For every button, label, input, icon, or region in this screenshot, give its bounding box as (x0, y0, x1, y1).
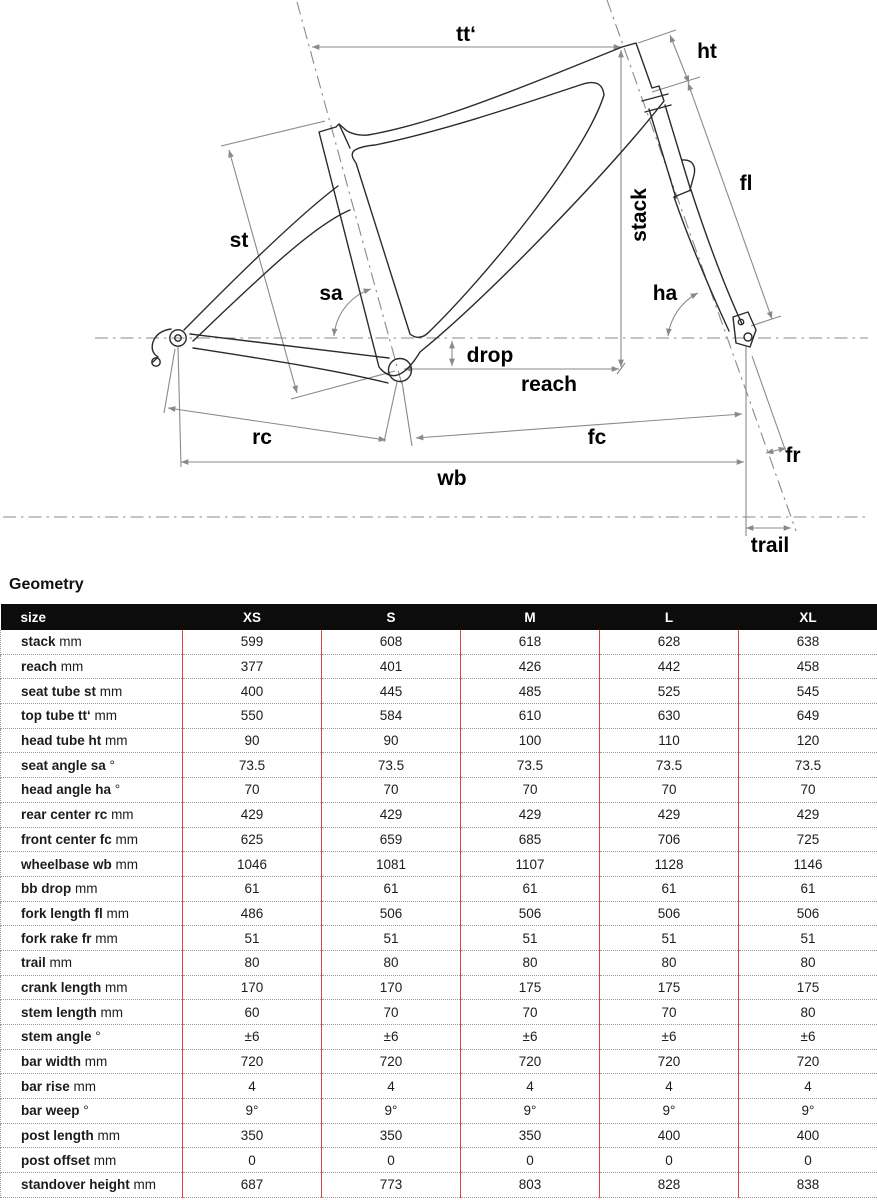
cell-s: 429 (322, 802, 461, 827)
row-label: standover height mm (1, 1173, 183, 1198)
cell-xl: 720 (739, 1049, 877, 1074)
row-label: top tube tt‘ mm (1, 704, 183, 729)
row-label: post offset mm (1, 1148, 183, 1173)
cell-l: 506 (600, 901, 739, 926)
cell-s: 9° (322, 1099, 461, 1124)
cell-xs: 1046 (183, 852, 322, 877)
cell-xs: 350 (183, 1123, 322, 1148)
table-row (1, 679, 877, 704)
cell-xl: 0 (739, 1148, 877, 1173)
cell-s: 4 (322, 1074, 461, 1099)
cell-xl: 9° (739, 1099, 877, 1124)
cell-l: 720 (600, 1049, 739, 1074)
front-triangle-inner-contour (352, 83, 604, 338)
table-row (1, 802, 877, 827)
cell-xs: 90 (183, 728, 322, 753)
cell-m: 9° (461, 1099, 600, 1124)
row-label: bar weep ° (1, 1099, 183, 1124)
cell-l: 51 (600, 926, 739, 951)
cell-s: 70 (322, 1000, 461, 1025)
fc-dimension (416, 414, 742, 438)
fork-brake-mount (682, 160, 695, 190)
cell-s: 80 (322, 950, 461, 975)
row-label: front center fc mm (1, 827, 183, 852)
cell-l: 70 (600, 778, 739, 803)
cell-m: 70 (461, 778, 600, 803)
cell-s: 73.5 (322, 753, 461, 778)
table-row (1, 1148, 877, 1173)
cell-l: 442 (600, 654, 739, 679)
fork-shoulder-line (674, 190, 691, 197)
cell-l: 80 (600, 950, 739, 975)
cell-xl: 73.5 (739, 753, 877, 778)
cell-xs: 0 (183, 1148, 322, 1173)
row-label: head angle ha ° (1, 778, 183, 803)
table-row (1, 876, 877, 901)
label-trail: trail (750, 534, 790, 557)
cell-m: 4 (461, 1074, 600, 1099)
cell-s: 445 (322, 679, 461, 704)
table-row (1, 1000, 877, 1025)
size-header-l: L (600, 604, 739, 630)
cell-s: 51 (322, 926, 461, 951)
table-row (1, 975, 877, 1000)
cell-m: 175 (461, 975, 600, 1000)
cell-xs: 73.5 (183, 753, 322, 778)
table-row (1, 704, 877, 729)
label-rc: rc (252, 426, 272, 449)
page-title: Geometry (9, 576, 84, 593)
cell-s: 90 (322, 728, 461, 753)
cell-xs: ±6 (183, 1025, 322, 1050)
cell-l: 706 (600, 827, 739, 852)
label-drop: drop (466, 344, 514, 367)
cell-m: 803 (461, 1173, 600, 1198)
geometry-table-body (1, 630, 877, 1197)
cell-xl: 61 (739, 876, 877, 901)
cell-xs: 429 (183, 802, 322, 827)
row-label: fork length fl mm (1, 901, 183, 926)
dimension-labels (230, 23, 801, 557)
row-label: head tube ht mm (1, 728, 183, 753)
size-header-xl: XL (739, 604, 877, 630)
cell-xl: 70 (739, 778, 877, 803)
row-label: post length mm (1, 1123, 183, 1148)
cell-m: 1107 (461, 852, 600, 877)
cell-m: 485 (461, 679, 600, 704)
label-fl: fl (739, 172, 753, 195)
label-fr: fr (785, 444, 801, 467)
cell-s: 0 (322, 1148, 461, 1173)
cell-l: 9° (600, 1099, 739, 1124)
table-row (1, 1123, 877, 1148)
cell-xl: 1146 (739, 852, 877, 877)
cell-xs: 486 (183, 901, 322, 926)
cell-m: 429 (461, 802, 600, 827)
row-label: bar rise mm (1, 1074, 183, 1099)
axes (3, 0, 868, 531)
row-label: fork rake fr mm (1, 926, 183, 951)
table-row (1, 852, 877, 877)
geometry-table (0, 604, 877, 1198)
label-tt: tt‘ (456, 23, 476, 46)
cell-l: 1128 (600, 852, 739, 877)
table-row (1, 1025, 877, 1050)
cell-s: 1081 (322, 852, 461, 877)
cell-s: ±6 (322, 1025, 461, 1050)
geometry-diagram-svg (0, 0, 877, 560)
row-label: reach mm (1, 654, 183, 679)
label-st: st (229, 229, 249, 252)
cell-xs: 720 (183, 1049, 322, 1074)
row-label: crank length mm (1, 975, 183, 1000)
cell-l: 0 (600, 1148, 739, 1173)
cell-xs: 80 (183, 950, 322, 975)
cell-m: 80 (461, 950, 600, 975)
cell-xl: 429 (739, 802, 877, 827)
table-row (1, 1074, 877, 1099)
bike-geometry-diagram (0, 0, 877, 560)
row-label: stem length mm (1, 1000, 183, 1025)
label-reach: reach (520, 373, 578, 396)
row-label: bar width mm (1, 1049, 183, 1074)
cell-xl: 120 (739, 728, 877, 753)
cell-xl: 649 (739, 704, 877, 729)
row-label: bb drop mm (1, 876, 183, 901)
cell-m: 61 (461, 876, 600, 901)
cell-m: 720 (461, 1049, 600, 1074)
chain-stay-lower (193, 348, 388, 383)
st-dimension (229, 150, 297, 393)
cell-l: 175 (600, 975, 739, 1000)
size-header-xs: XS (183, 604, 322, 630)
table-row (1, 1173, 877, 1198)
cell-m: 100 (461, 728, 600, 753)
table-row (1, 1099, 877, 1124)
label-fc: fc (587, 426, 607, 449)
cell-l: 61 (600, 876, 739, 901)
size-header-s: S (322, 604, 461, 630)
table-row (1, 728, 877, 753)
cell-xs: 9° (183, 1099, 322, 1124)
cell-s: 773 (322, 1173, 461, 1198)
cell-s: 659 (322, 827, 461, 852)
dimension-lines (168, 35, 791, 528)
cell-m: 426 (461, 654, 600, 679)
cell-xs: 51 (183, 926, 322, 951)
size-column-header: size (1, 604, 183, 630)
cell-xl: 506 (739, 901, 877, 926)
cell-xl: 175 (739, 975, 877, 1000)
cell-l: 429 (600, 802, 739, 827)
cell-s: 170 (322, 975, 461, 1000)
seat-tube-axis-line (297, 2, 404, 392)
seat-stay-upper (184, 186, 338, 330)
cell-s: 584 (322, 704, 461, 729)
cell-xl: ±6 (739, 1025, 877, 1050)
cell-s: 70 (322, 778, 461, 803)
fork-upper-left-edge (649, 109, 676, 198)
cell-xs: 687 (183, 1173, 322, 1198)
cell-l: 4 (600, 1074, 739, 1099)
cell-s: 506 (322, 901, 461, 926)
seat-clamp-step (339, 124, 350, 148)
cell-s: 401 (322, 654, 461, 679)
ht-dimension (670, 35, 689, 83)
cell-xs: 550 (183, 704, 322, 729)
cell-m: 618 (461, 630, 600, 654)
row-label: wheelbase wb mm (1, 852, 183, 877)
cell-s: 608 (322, 630, 461, 654)
cell-l: 525 (600, 679, 739, 704)
table-row (1, 827, 877, 852)
cell-l: 628 (600, 630, 739, 654)
front-axle (744, 333, 752, 341)
cell-s: 350 (322, 1123, 461, 1148)
steering-axis-line (607, 0, 796, 531)
cell-m: 610 (461, 704, 600, 729)
label-sa: sa (319, 282, 343, 305)
cell-l: 828 (600, 1173, 739, 1198)
cell-xl: 545 (739, 679, 877, 704)
cell-l: 70 (600, 1000, 739, 1025)
table-row (1, 901, 877, 926)
cell-m: 70 (461, 1000, 600, 1025)
cell-m: 0 (461, 1148, 600, 1173)
table-row (1, 926, 877, 951)
table-row (1, 753, 877, 778)
cell-xs: 377 (183, 654, 322, 679)
frame-drawing (152, 43, 756, 383)
rear-dropout-plate (152, 329, 171, 362)
cell-xs: 4 (183, 1074, 322, 1099)
cell-l: 400 (600, 1123, 739, 1148)
cell-l: 630 (600, 704, 739, 729)
table-row (1, 1049, 877, 1074)
row-label: seat tube st mm (1, 679, 183, 704)
cell-xs: 60 (183, 1000, 322, 1025)
row-label: stack mm (1, 630, 183, 654)
row-label: stem angle ° (1, 1025, 183, 1050)
front-dropout-plate (733, 312, 756, 347)
table-row (1, 654, 877, 679)
cell-s: 61 (322, 876, 461, 901)
cell-xl: 400 (739, 1123, 877, 1148)
rc-dimension (168, 408, 386, 440)
table-row (1, 630, 877, 654)
cell-l: 110 (600, 728, 739, 753)
row-label: rear center rc mm (1, 802, 183, 827)
fr-dimension (766, 448, 786, 453)
cell-m: 506 (461, 901, 600, 926)
cell-m: 350 (461, 1123, 600, 1148)
cell-xl: 638 (739, 630, 877, 654)
label-ha: ha (652, 282, 678, 305)
cell-xl: 4 (739, 1074, 877, 1099)
cell-l: 73.5 (600, 753, 739, 778)
row-label: seat angle sa ° (1, 753, 183, 778)
cell-xl: 80 (739, 1000, 877, 1025)
cell-s: 720 (322, 1049, 461, 1074)
seat-stay-lower (193, 210, 350, 341)
table-row (1, 778, 877, 803)
label-stack: stack (628, 188, 651, 242)
fl-dimension (688, 83, 772, 319)
fork-upper-right-edge (665, 105, 691, 191)
cell-m: 685 (461, 827, 600, 852)
table-row (1, 950, 877, 975)
row-label: trail mm (1, 950, 183, 975)
label-wb: wb (437, 467, 467, 490)
cell-m: ±6 (461, 1025, 600, 1050)
cell-xs: 625 (183, 827, 322, 852)
cell-xl: 838 (739, 1173, 877, 1198)
cell-xl: 80 (739, 950, 877, 975)
label-ht: ht (697, 40, 717, 63)
cell-xs: 61 (183, 876, 322, 901)
table-header-row (1, 604, 877, 630)
cell-xs: 400 (183, 679, 322, 704)
cell-xl: 458 (739, 654, 877, 679)
cell-l: ±6 (600, 1025, 739, 1050)
cell-xl: 725 (739, 827, 877, 852)
size-header-m: M (461, 604, 600, 630)
cell-xs: 70 (183, 778, 322, 803)
cell-xs: 170 (183, 975, 322, 1000)
fork-leg-left-edge (674, 197, 729, 331)
cell-xl: 51 (739, 926, 877, 951)
cell-xs: 599 (183, 630, 322, 654)
cell-m: 73.5 (461, 753, 600, 778)
cell-m: 51 (461, 926, 600, 951)
